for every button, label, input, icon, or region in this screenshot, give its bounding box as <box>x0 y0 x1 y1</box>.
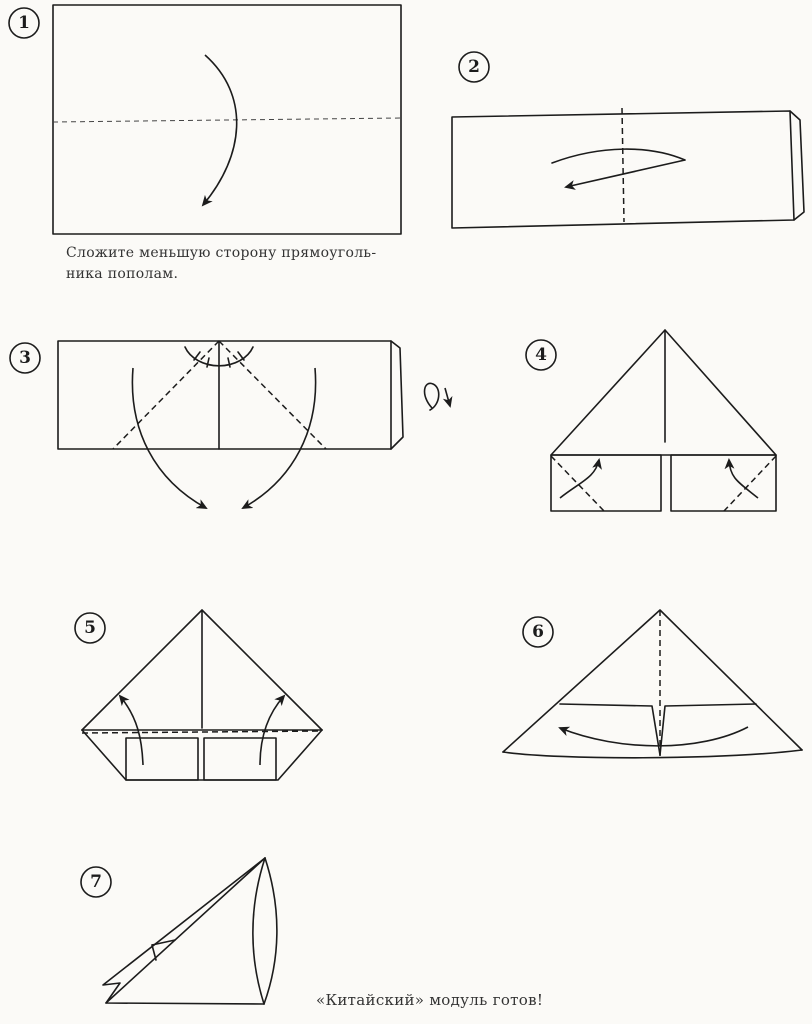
step-7-figure <box>103 858 277 1004</box>
final-caption: «Китайский» модуль готов! <box>316 991 544 1009</box>
step-1-caption-line-2: ника пополам. <box>66 266 179 282</box>
step-1-number: 1 <box>18 13 30 33</box>
step-1-caption <box>66 243 376 285</box>
step-3-badge <box>10 343 40 373</box>
step-6-number: 6 <box>532 622 544 642</box>
step-1-badge <box>9 8 39 38</box>
step-5-figure <box>82 610 322 780</box>
step-5-badge <box>75 613 105 643</box>
step-2-badge <box>459 52 489 82</box>
step-2-figure <box>452 108 804 228</box>
step-3-figure <box>58 341 450 508</box>
step-2-number: 2 <box>468 57 480 77</box>
step-1-figure <box>53 5 401 234</box>
step-4-badge <box>526 340 556 370</box>
step-6-badge <box>523 617 553 647</box>
step-1-caption-line-1: Сложите меньшую сторону прямоуголь- <box>66 245 377 261</box>
step-7-number: 7 <box>90 872 102 892</box>
step-3-number: 3 <box>19 348 31 368</box>
step-5-number: 5 <box>84 618 96 638</box>
step-4-number: 4 <box>535 345 547 365</box>
step-4-figure <box>551 330 776 511</box>
step-7-badge <box>81 867 111 897</box>
